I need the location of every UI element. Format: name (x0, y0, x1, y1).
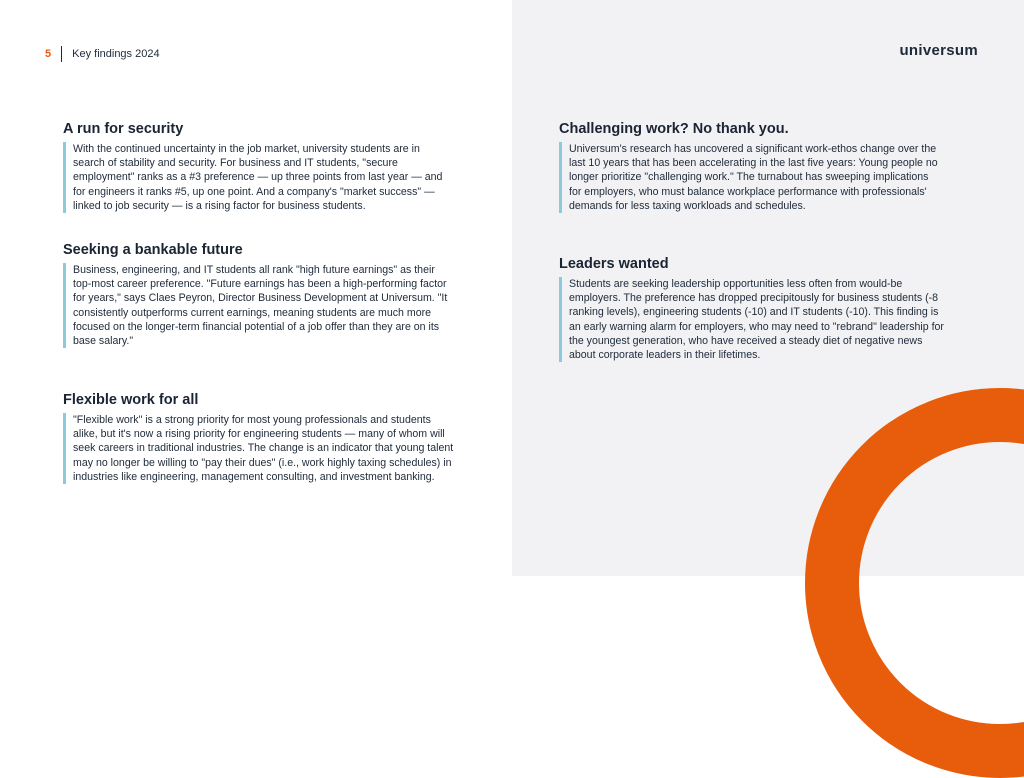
section-flexible-work (63, 392, 455, 484)
section-heading: Challenging work? No thank you. (559, 121, 789, 137)
page-number: 5 (45, 48, 52, 60)
header-divider (61, 46, 62, 62)
section-heading: A run for security (63, 121, 184, 137)
section-seeking-bankable-future (63, 242, 453, 348)
section-challenging-work (559, 121, 939, 213)
section-leaders-wanted (559, 256, 949, 362)
section-heading: Seeking a bankable future (63, 242, 243, 258)
section-body: "Flexible work" is a strong priority for most young professionals and students alike, but it's now a rising priority for engineering students — many of whom will seek careers in traditional industries. The change is an indicator that young talent may no longer be willing to "pay their dues" (i.e., work highly taxing schedules) in industries like engineering, management consulting, and investment banking. (63, 413, 455, 484)
section-a-run-for-security (63, 121, 453, 213)
header-title: Key findings 2024 (72, 48, 160, 60)
section-body: With the continued uncertainty in the job market, university students are in search of stability and security. For business and IT students, "secure employment" ranks as a #3 preference — up three points from last year — and for engineers it ranks #5, up one point. And a company's "market success" — linked to job security — is a rising factor for business students. (63, 142, 453, 213)
universum-logo: universum (899, 42, 978, 59)
section-body: Students are seeking leadership opportunities less often from would-be employers. The preference has dropped precipitously for business students (-8 ranking levels), engineering students (-10) and IT students (-10). This finding is an early warning alarm for employers, who may need to "rebrand" leadership for the youngest generation, who have received a steady diet of negative news about corporate leaders in their lifetimes. (559, 277, 949, 362)
section-body: Universum's research has uncovered a significant work-ethos change over the last 10 years that has been accelerating in the last five years: Young people no longer prioritize "challenging work." The turnabout has sweeping implications for employers, who must balance workplace performance with professionals' demands for less taxing workloads and schedules. (559, 142, 939, 213)
section-heading: Leaders wanted (559, 256, 669, 272)
section-body: Business, engineering, and IT students all rank "high future earnings" as their top-most career preference. "Future earnings has been a high-performing factor for years," says Claes Peyron, Director Business Development at Universum. "It consistently outperforms current earnings, meaning students are much more focused on the longer-term financial potential of a job offer than they are on its base salary." (63, 263, 453, 348)
section-heading: Flexible work for all (63, 392, 199, 408)
page-header (45, 46, 160, 62)
